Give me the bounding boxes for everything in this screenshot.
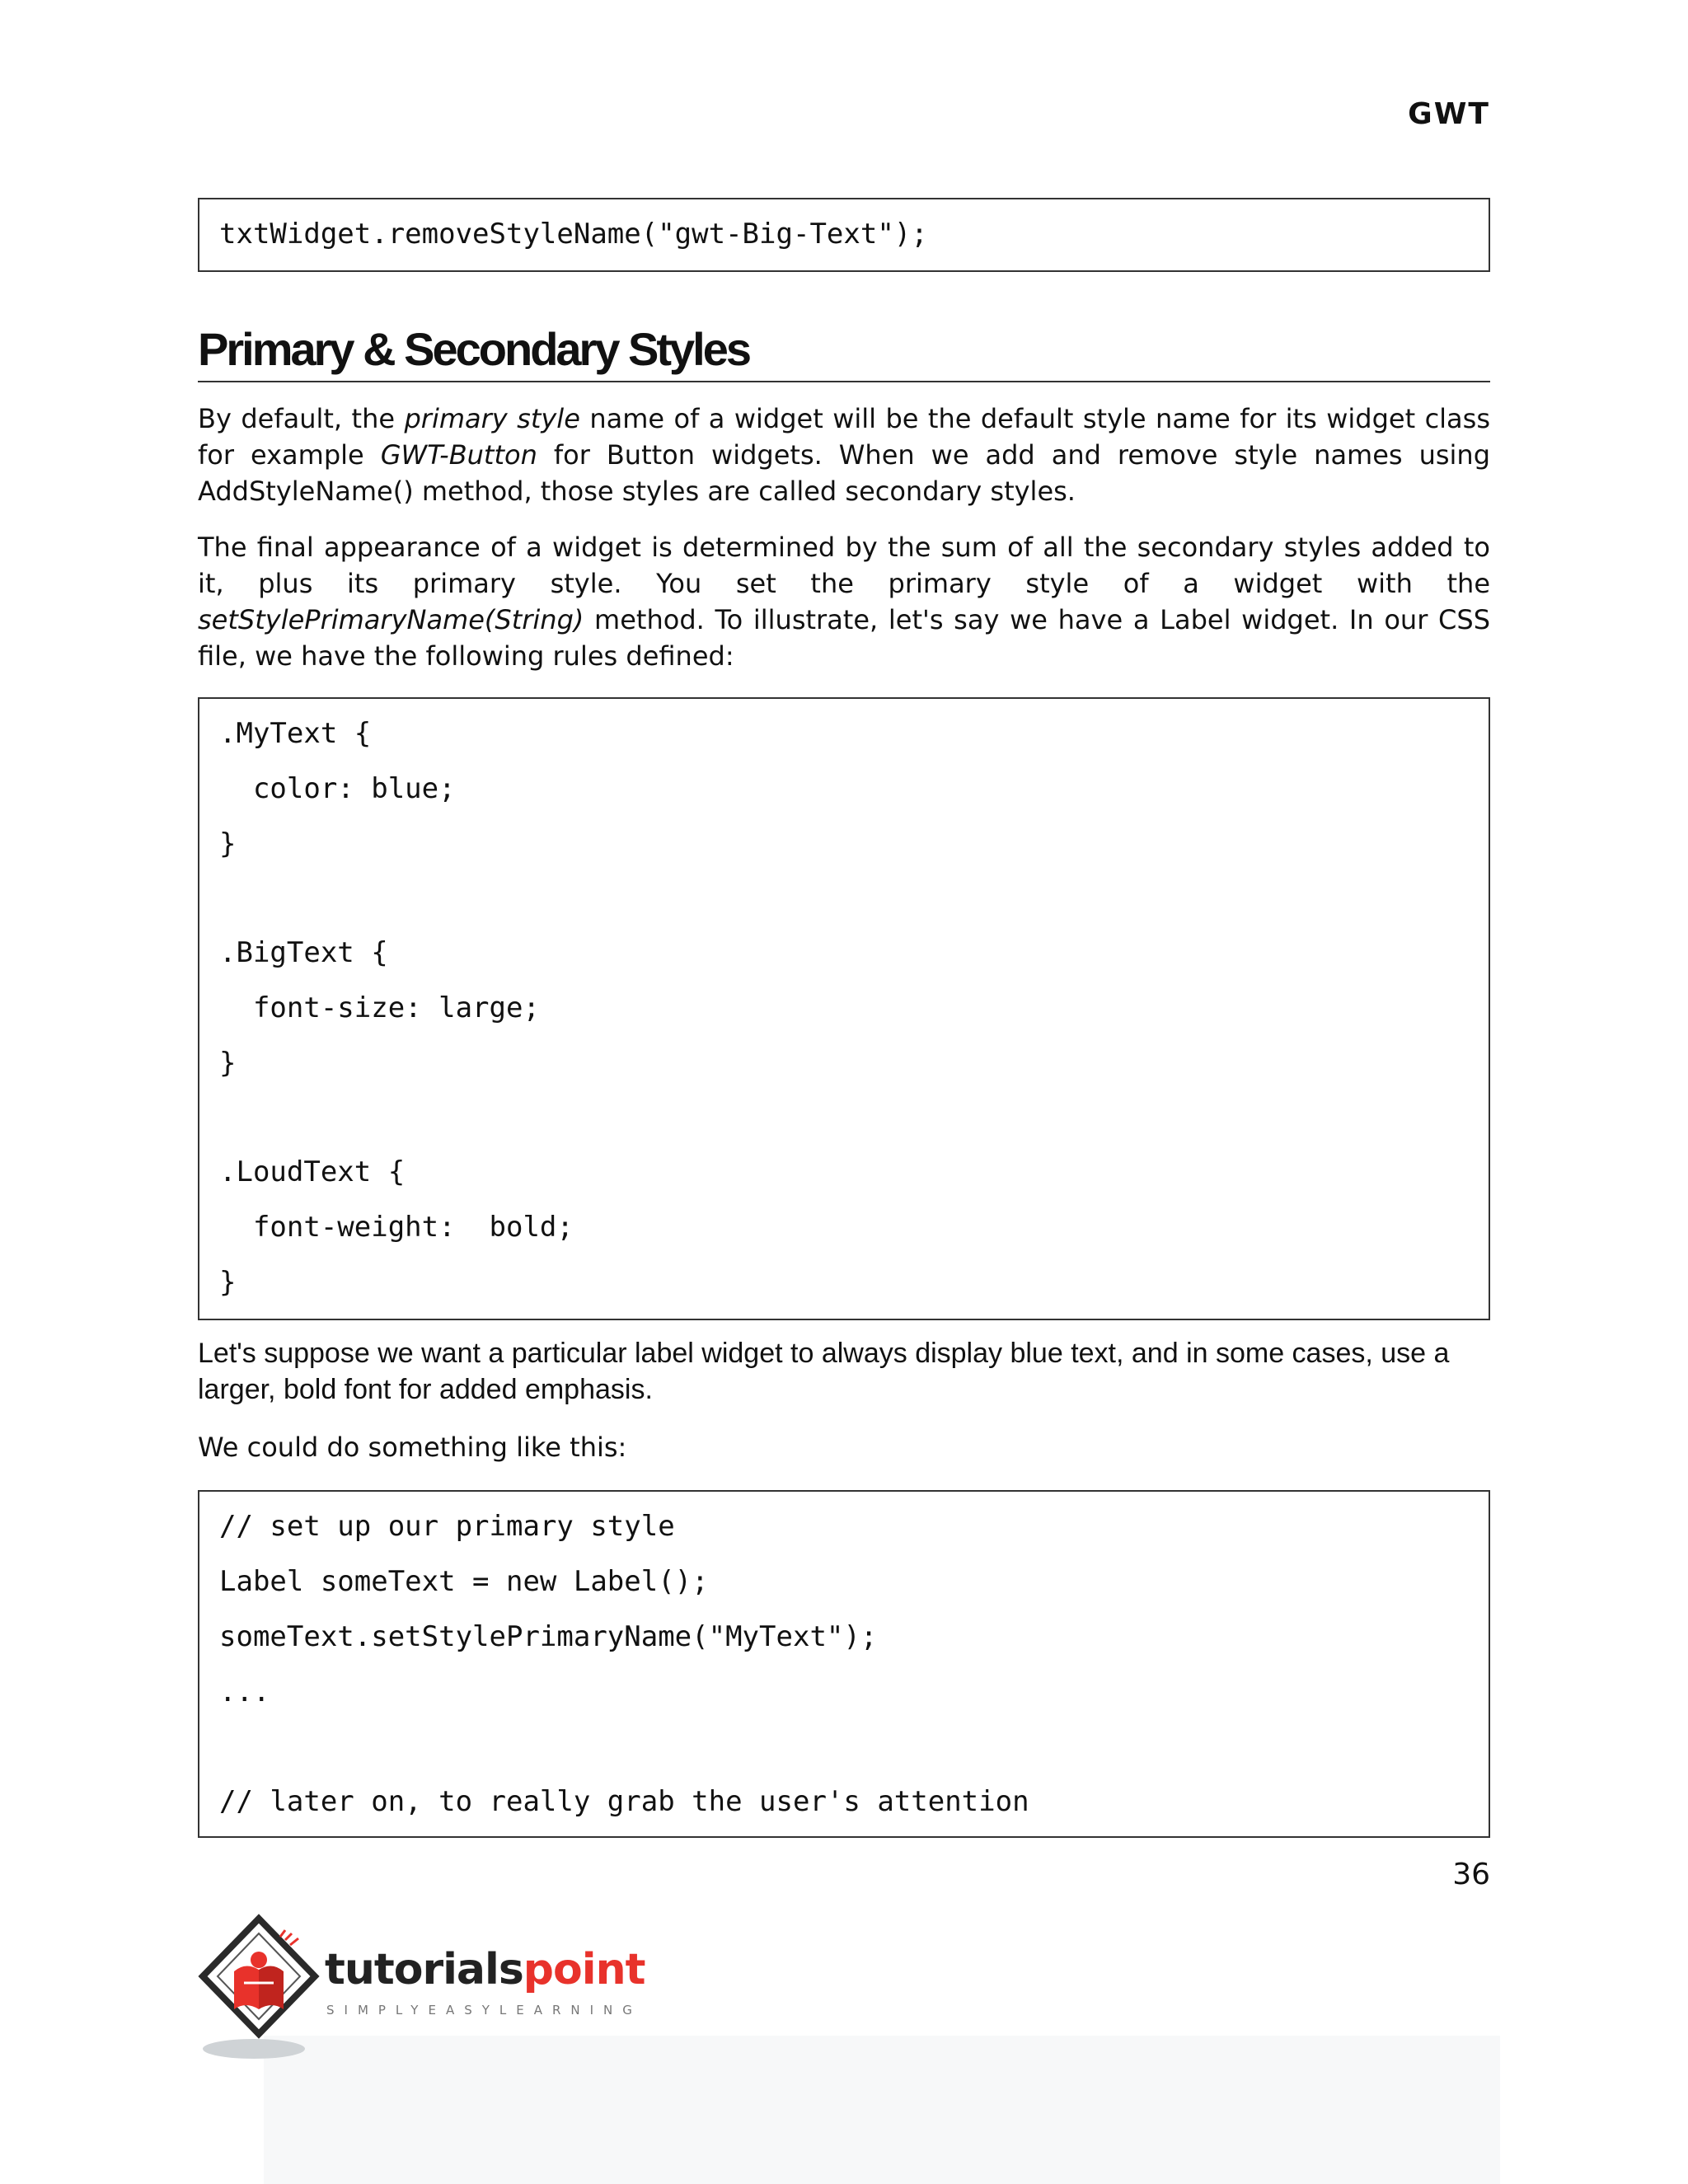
logo-emblem-icon (195, 1912, 335, 2069)
code-line: .LoudText { (219, 1155, 406, 1188)
tutorialspoint-logo (195, 1912, 656, 2069)
header-title: GWT (1408, 97, 1490, 131)
code-line: } (219, 827, 237, 860)
logo-wordmark (325, 1947, 645, 1993)
code-line: font-weight: bold; (219, 1211, 574, 1244)
paragraph-final-appearance (198, 529, 1490, 674)
code-line: .BigText { (219, 936, 388, 969)
logo-tagline: SIMPLYEASYLEARNING (326, 2003, 642, 2018)
code-line: .MyText { (219, 717, 372, 750)
paragraph-text: for Button widgets. When we add and remove style names using AddStyleName() method, those styles are called secondary styles. (198, 439, 1491, 507)
code-line: someText.setStylePrimaryName("MyText"); (219, 1620, 878, 1653)
code-line: // later on, to really grab the user's attention (219, 1785, 1029, 1818)
paragraph-suppose: Let's suppose we want a particular label widget to always display blue text, and in some cases, use a larger, bold font for added emphasis. (198, 1338, 1450, 1405)
code-block-remove-style (198, 198, 1490, 272)
emphasis-gwt-button: GWT-Button (380, 439, 537, 471)
code-line: } (219, 1266, 237, 1299)
emphasis-method-name: setStylePrimaryName(String) (198, 604, 584, 635)
code-block-css-rules (198, 697, 1490, 1320)
logo-word-tutorials: tutorials (325, 1945, 523, 1994)
section-heading: Primary & Secondary Styles (198, 323, 750, 375)
logo-word-point: point (523, 1945, 645, 1994)
code-line: Label someText = new Label(); (219, 1565, 709, 1598)
code-line: color: blue; (219, 772, 456, 805)
code-line: txtWidget.removeStyleName("gwt-Big-Text"); (219, 218, 928, 251)
code-line: } (219, 1047, 237, 1080)
code-block-java (198, 1490, 1490, 1838)
page-number: 36 (1452, 1858, 1490, 1891)
emphasis-primary-style: primary style (404, 403, 580, 434)
code-line: ... (219, 1675, 270, 1708)
code-line: font-size: large; (219, 991, 540, 1024)
paragraph-text: name of a widget will be the default style name for its widget class for example (198, 403, 1491, 471)
paragraph-primary-style (198, 401, 1490, 509)
heading-underline (198, 381, 1490, 382)
paragraph-text: method. To illustrate, let's say we have a Label widget. In our CSS file, we have the following rules defined: (198, 604, 1490, 672)
code-line: // set up our primary style (219, 1510, 675, 1543)
paragraph-could-do: We could do something like this: (198, 1432, 627, 1463)
paragraph-text: By default, the (198, 403, 405, 434)
paragraph-text: The final appearance of a widget is determined by the sum of all the secondary styles added to it, plus its primary style. You set the primary style of a widget with the (198, 532, 1490, 599)
